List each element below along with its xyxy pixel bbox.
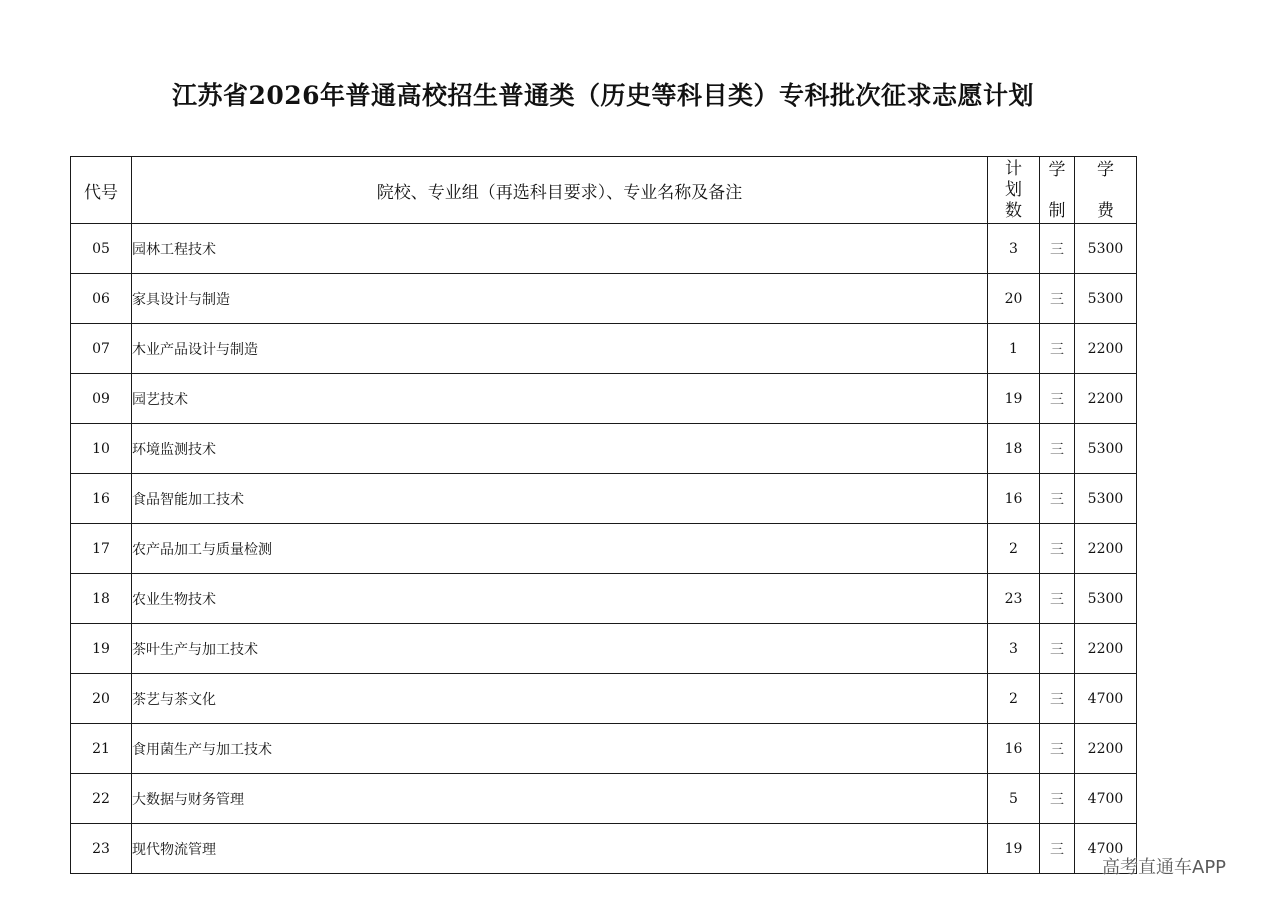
cell-name: 食用菌生产与加工技术 bbox=[132, 724, 988, 774]
cell-duration: 三 bbox=[1040, 424, 1075, 474]
cell-code: 05 bbox=[71, 224, 132, 274]
cell-name: 木业产品设计与制造 bbox=[132, 324, 988, 374]
table-row bbox=[71, 574, 1137, 624]
header-plan bbox=[988, 157, 1040, 224]
table-row bbox=[71, 724, 1137, 774]
cell-plan: 3 bbox=[988, 624, 1040, 674]
cell-fee: 2200 bbox=[1075, 624, 1137, 674]
table-row bbox=[71, 374, 1137, 424]
cell-duration: 三 bbox=[1040, 274, 1075, 324]
cell-plan: 2 bbox=[988, 674, 1040, 724]
cell-plan: 20 bbox=[988, 274, 1040, 324]
cell-fee: 4700 bbox=[1075, 824, 1137, 874]
cell-fee: 2200 bbox=[1075, 724, 1137, 774]
table-row bbox=[71, 624, 1137, 674]
header-duration-char-1: 学 bbox=[1048, 160, 1066, 180]
cell-duration: 三 bbox=[1040, 524, 1075, 574]
cell-duration: 三 bbox=[1040, 674, 1075, 724]
cell-fee: 5300 bbox=[1075, 224, 1137, 274]
cell-plan: 16 bbox=[988, 724, 1040, 774]
cell-duration: 三 bbox=[1040, 324, 1075, 374]
header-plan-char-2: 划 bbox=[1005, 180, 1022, 200]
cell-fee: 2200 bbox=[1075, 324, 1137, 374]
cell-code: 07 bbox=[71, 324, 132, 374]
cell-fee: 5300 bbox=[1075, 424, 1137, 474]
cell-name: 现代物流管理 bbox=[132, 824, 988, 874]
cell-code: 19 bbox=[71, 624, 132, 674]
cell-fee: 5300 bbox=[1075, 474, 1137, 524]
table-row bbox=[71, 774, 1137, 824]
cell-duration: 三 bbox=[1040, 624, 1075, 674]
cell-plan: 2 bbox=[988, 524, 1040, 574]
cell-name: 大数据与财务管理 bbox=[132, 774, 988, 824]
header-plan-char-3: 数 bbox=[1005, 201, 1022, 221]
cell-name: 食品智能加工技术 bbox=[132, 474, 988, 524]
header-duration bbox=[1040, 157, 1075, 224]
table-header-row bbox=[71, 157, 1137, 224]
cell-name: 农产品加工与质量检测 bbox=[132, 524, 988, 574]
header-duration-char-2: 制 bbox=[1048, 201, 1066, 221]
cell-name: 茶叶生产与加工技术 bbox=[132, 624, 988, 674]
cell-code: 16 bbox=[71, 474, 132, 524]
plan-table bbox=[70, 156, 1137, 874]
cell-code: 23 bbox=[71, 824, 132, 874]
cell-code: 17 bbox=[71, 524, 132, 574]
cell-name: 园艺技术 bbox=[132, 374, 988, 424]
cell-fee: 2200 bbox=[1075, 374, 1137, 424]
cell-code: 09 bbox=[71, 374, 132, 424]
cell-plan: 19 bbox=[988, 824, 1040, 874]
table-row bbox=[71, 224, 1137, 274]
table-row bbox=[71, 674, 1137, 724]
cell-fee: 4700 bbox=[1075, 774, 1137, 824]
cell-name: 家具设计与制造 bbox=[132, 274, 988, 324]
cell-code: 21 bbox=[71, 724, 132, 774]
cell-duration: 三 bbox=[1040, 574, 1075, 624]
cell-plan: 1 bbox=[988, 324, 1040, 374]
table-row bbox=[71, 424, 1137, 474]
cell-duration: 三 bbox=[1040, 724, 1075, 774]
header-fee bbox=[1075, 157, 1137, 224]
cell-duration: 三 bbox=[1040, 474, 1075, 524]
cell-code: 18 bbox=[71, 574, 132, 624]
cell-duration: 三 bbox=[1040, 774, 1075, 824]
cell-fee: 5300 bbox=[1075, 274, 1137, 324]
cell-name: 茶艺与茶文化 bbox=[132, 674, 988, 724]
cell-plan: 5 bbox=[988, 774, 1040, 824]
cell-duration: 三 bbox=[1040, 224, 1075, 274]
cell-name: 农业生物技术 bbox=[132, 574, 988, 624]
cell-fee: 2200 bbox=[1075, 524, 1137, 574]
table-row bbox=[71, 524, 1137, 574]
cell-duration: 三 bbox=[1040, 374, 1075, 424]
table-row bbox=[71, 824, 1137, 874]
table-row bbox=[71, 324, 1137, 374]
watermark: 高考直通车APP bbox=[1102, 857, 1227, 878]
cell-code: 10 bbox=[71, 424, 132, 474]
header-name: 院校、专业组（再选科目要求）、专业名称及备注 bbox=[132, 157, 988, 224]
cell-plan: 23 bbox=[988, 574, 1040, 624]
cell-fee: 4700 bbox=[1075, 674, 1137, 724]
cell-plan: 3 bbox=[988, 224, 1040, 274]
header-fee-char-2: 费 bbox=[1097, 201, 1114, 221]
header-code: 代号 bbox=[71, 157, 132, 224]
cell-code: 20 bbox=[71, 674, 132, 724]
cell-fee: 5300 bbox=[1075, 574, 1137, 624]
cell-name: 园林工程技术 bbox=[132, 224, 988, 274]
cell-duration: 三 bbox=[1040, 824, 1075, 874]
page-title: 江苏省2026年普通高校招生普通类（历史等科目类）专科批次征求志愿计划 bbox=[171, 81, 1035, 110]
cell-name: 环境监测技术 bbox=[132, 424, 988, 474]
table-row bbox=[71, 274, 1137, 324]
table-row bbox=[71, 474, 1137, 524]
header-plan-char-1: 计 bbox=[1005, 159, 1022, 179]
cell-code: 06 bbox=[71, 274, 132, 324]
header-fee-char-1: 学 bbox=[1097, 160, 1114, 180]
cell-plan: 19 bbox=[988, 374, 1040, 424]
cell-plan: 16 bbox=[988, 474, 1040, 524]
cell-plan: 18 bbox=[988, 424, 1040, 474]
cell-code: 22 bbox=[71, 774, 132, 824]
